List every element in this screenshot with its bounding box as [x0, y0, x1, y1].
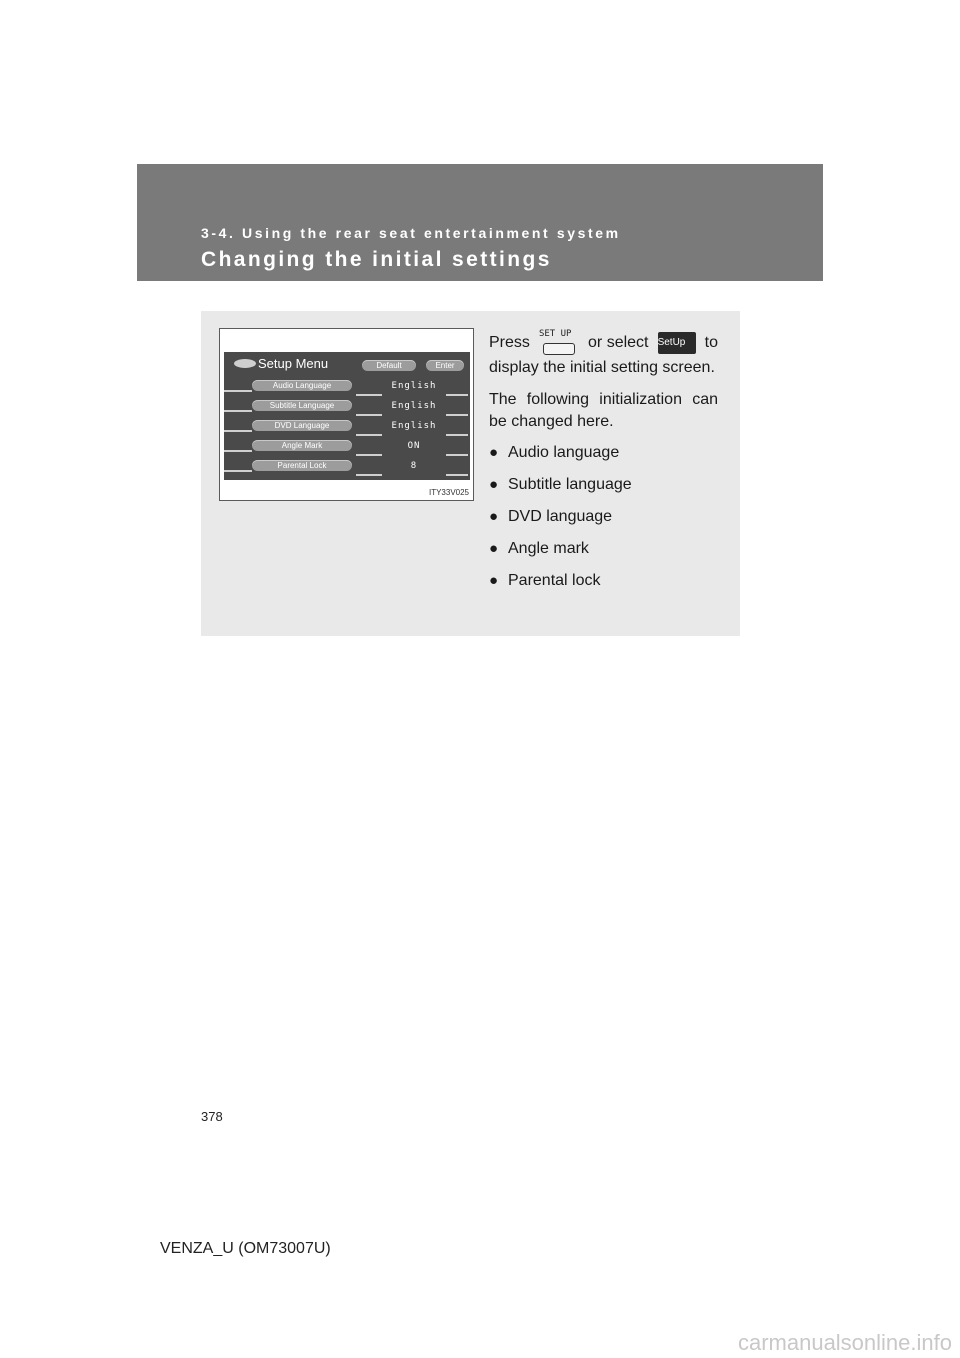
to-word: to	[704, 334, 718, 351]
menu-row-divider	[224, 410, 252, 412]
feature-list-item	[489, 565, 718, 597]
menu-row-value: English	[391, 421, 437, 431]
section-label: 3-4. Using the rear seat entertainment system	[201, 225, 621, 241]
menu-row-value: English	[391, 381, 437, 391]
menu-title: Setup Menu	[258, 356, 329, 371]
bullet-icon: ●	[489, 444, 499, 461]
setup-menu-screen	[224, 352, 470, 480]
menu-row-value: English	[391, 401, 437, 411]
intro-paragraph-2: The following initialization can be changed here.	[489, 391, 718, 430]
instruction-text	[489, 329, 718, 597]
menu-row-label[interactable]: Angle Mark	[252, 440, 352, 451]
page-title: Changing the initial settings	[201, 248, 552, 271]
feature-list-item	[489, 533, 718, 565]
menu-row-divider	[224, 430, 252, 432]
bullet-icon: ●	[489, 572, 499, 589]
setup-key-shape	[543, 343, 575, 355]
bullet-icon: ●	[489, 476, 499, 493]
menu-row-divider	[356, 454, 382, 456]
feature-label: DVD language	[508, 508, 613, 525]
menu-row-label[interactable]: DVD Language	[252, 420, 352, 431]
press-word: Press	[489, 334, 530, 351]
menu-row-divider	[446, 434, 468, 436]
disc-icon	[234, 359, 256, 368]
bullet-icon: ●	[489, 540, 499, 557]
menu-row-divider	[446, 474, 468, 476]
feature-list-item	[489, 469, 718, 501]
menu-row-divider	[356, 414, 382, 416]
feature-label: Angle mark	[508, 540, 589, 557]
feature-list-item	[489, 501, 718, 533]
menu-row-divider	[446, 394, 468, 396]
menu-row-label[interactable]: Audio Language	[252, 380, 352, 391]
menu-row-divider	[356, 394, 382, 396]
enter-button[interactable]: Enter	[426, 360, 464, 371]
default-button[interactable]: Default	[362, 360, 416, 371]
menu-row-divider	[446, 414, 468, 416]
feature-label: Parental lock	[508, 572, 601, 589]
footer-model: VENZA_U (OM73007U)	[160, 1240, 331, 1257]
menu-row-divider	[356, 474, 382, 476]
content-panel	[201, 311, 740, 636]
feature-list-item	[489, 437, 718, 469]
intro-paragraph	[489, 329, 718, 379]
menu-row-value: ON	[407, 441, 421, 451]
setup-menu-figure	[219, 328, 474, 501]
menu-row-divider	[224, 390, 252, 392]
intro-rest: display the initial setting screen.	[489, 359, 715, 376]
menu-row-divider	[224, 450, 252, 452]
menu-row-value: 8	[410, 461, 418, 471]
menu-row-divider	[224, 470, 252, 472]
page-number: 378	[201, 1109, 223, 1124]
bullet-icon: ●	[489, 508, 499, 525]
setup-key-icon	[539, 329, 579, 357]
section-header	[137, 164, 823, 281]
menu-row-label[interactable]: Subtitle Language	[252, 400, 352, 411]
feature-label: Subtitle language	[508, 476, 632, 493]
menu-row-label[interactable]: Parental Lock	[252, 460, 352, 471]
or-select-text: or select	[588, 334, 649, 351]
feature-list	[489, 437, 718, 597]
menu-row-divider	[446, 454, 468, 456]
figure-code: ITY33V025	[428, 488, 469, 497]
press-line	[489, 329, 718, 357]
setup-key-label: SET UP	[538, 329, 572, 339]
setup-button-icon: SetUp	[658, 332, 696, 354]
menu-row-divider	[356, 434, 382, 436]
watermark: carmanualsonline.info	[737, 1330, 952, 1355]
feature-label: Audio language	[508, 444, 620, 461]
